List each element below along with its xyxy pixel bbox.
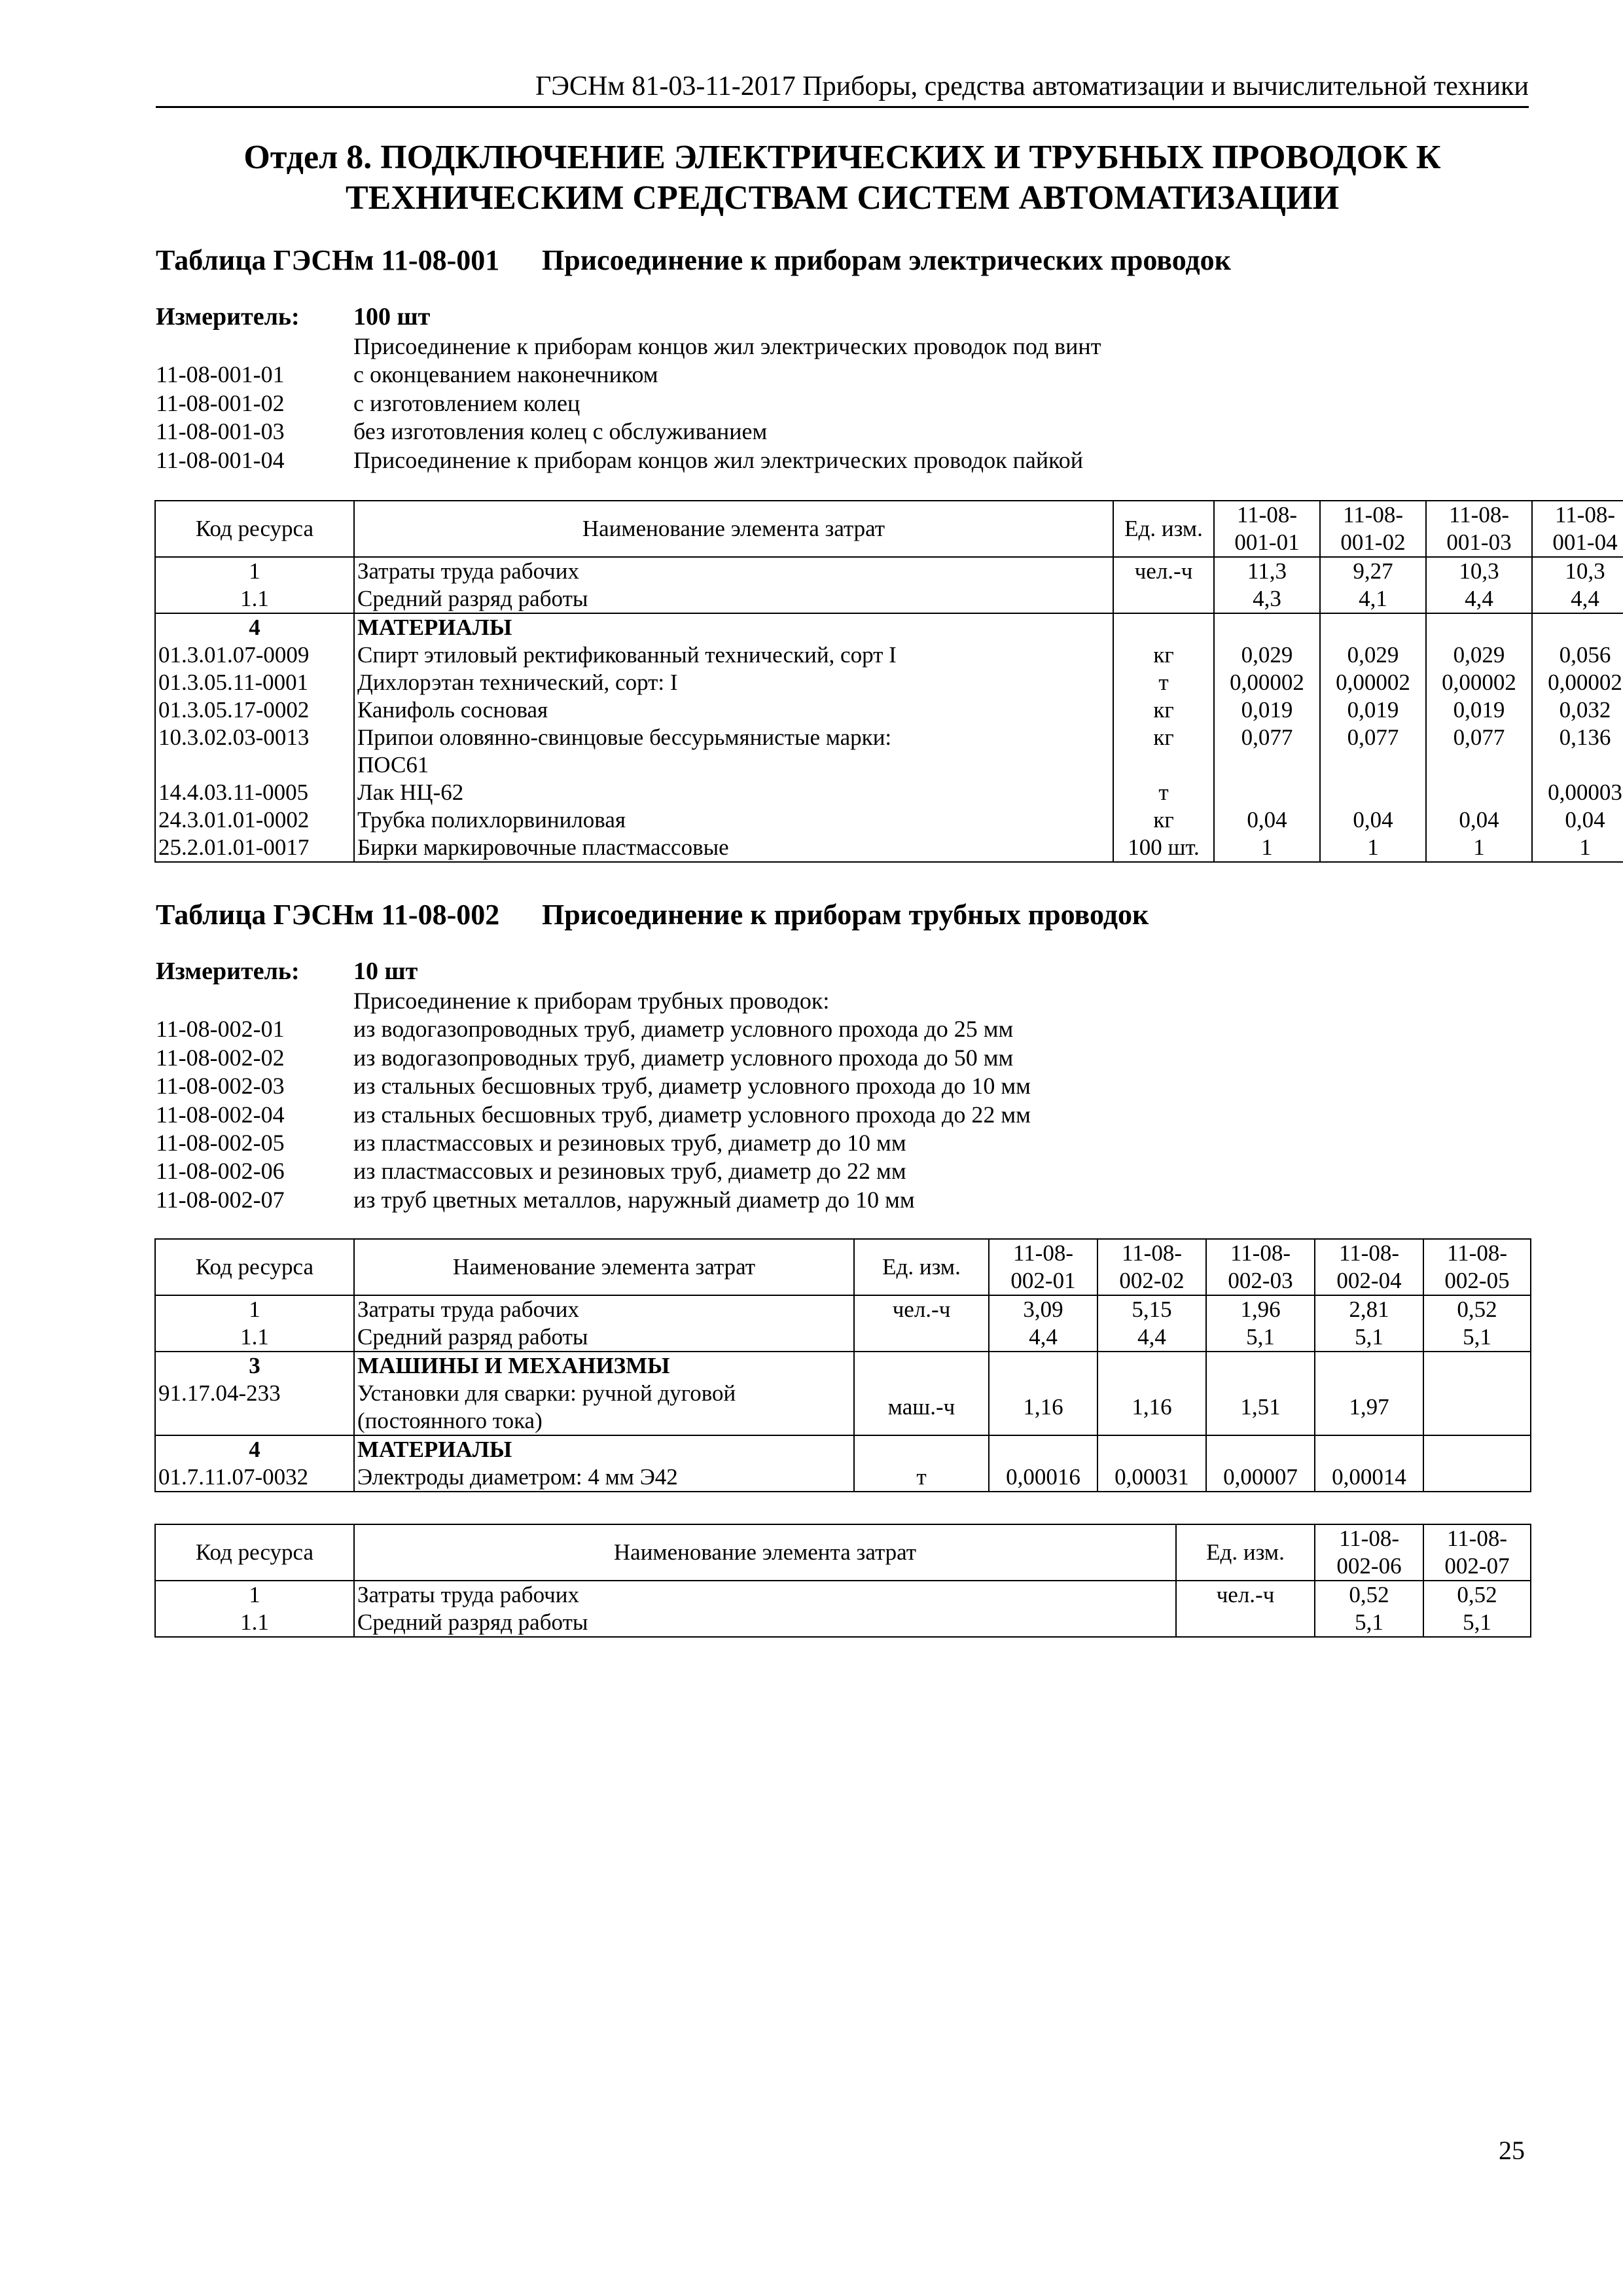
- norm-value: [1214, 779, 1320, 806]
- resource-name-line: Установки для сварки: ручной дуговой: [357, 1380, 736, 1406]
- resource-unit: т: [1113, 779, 1214, 806]
- header-norm-column: [1426, 501, 1532, 557]
- header-norm-column: [1315, 1524, 1423, 1581]
- header-norm-code-part: 001-03: [1446, 529, 1512, 555]
- norm-value: [1097, 1435, 1206, 1463]
- work-list-item: [156, 389, 1101, 418]
- norm-value: 0,00003: [1532, 779, 1623, 806]
- resource-name-line: Затраты труда рабочих: [357, 558, 579, 584]
- table-row: [155, 585, 1623, 613]
- header-code: Код ресурса: [155, 501, 354, 557]
- resource-code: 1.1: [155, 1609, 354, 1637]
- norm-value: 11,3: [1214, 557, 1320, 585]
- work-description: из стальных бесшовных труб, диаметр условного прохода до 22 мм: [353, 1101, 1031, 1128]
- norm-value: [1320, 779, 1426, 806]
- table1-meter-value: 100 шт: [353, 303, 431, 331]
- work-code: 11-08-002-05: [156, 1129, 285, 1156]
- resource-unit: кг: [1113, 806, 1214, 834]
- resource-name: [354, 1581, 1176, 1609]
- norm-value: 1,96: [1206, 1295, 1315, 1323]
- norm-value: 0,52: [1315, 1581, 1423, 1609]
- norm-value: 9,27: [1320, 557, 1426, 585]
- norm-value: 1: [1532, 834, 1623, 862]
- resource-name-line: Электроды диаметром: 4 мм Э42: [357, 1464, 678, 1490]
- resource-unit: [1113, 613, 1214, 641]
- header-norm-code-part: 11-08-: [1338, 1526, 1399, 1551]
- norm-value: [1206, 1352, 1315, 1380]
- header-code: Код ресурса: [155, 1524, 354, 1581]
- resource-unit: [1176, 1609, 1315, 1637]
- header-norm-column: [1423, 1239, 1531, 1295]
- resource-unit: чел.-ч: [1176, 1581, 1315, 1609]
- norm-value: 5,1: [1206, 1323, 1315, 1352]
- norm-value: 1,97: [1315, 1380, 1423, 1435]
- resource-unit: [1113, 585, 1214, 613]
- resource-code: 4: [155, 613, 354, 641]
- norm-value: 3,09: [989, 1295, 1097, 1323]
- header-norm-column: [1315, 1239, 1423, 1295]
- norm-value: [1320, 613, 1426, 641]
- norm-value: 4,1: [1320, 585, 1426, 613]
- norm-value: 5,1: [1423, 1323, 1531, 1352]
- resource-code: 10.3.02.03-0013: [155, 724, 354, 779]
- header-norm-code-part: 002-02: [1119, 1268, 1185, 1293]
- resource-name: [354, 613, 1113, 641]
- header-norm-code-part: 11-08-: [1338, 1240, 1399, 1266]
- resource-code: 1.1: [155, 585, 354, 613]
- resource-unit: т: [1113, 669, 1214, 696]
- norm-value: 0,077: [1320, 724, 1426, 779]
- norm-value: [1097, 1352, 1206, 1380]
- work-description: без изготовления колец с обслуживанием: [353, 418, 768, 445]
- resource-name-line: Бирки маркировочные пластмассовые: [357, 834, 729, 860]
- norm-value: [989, 1352, 1097, 1380]
- header-norm-code-part: 002-05: [1444, 1268, 1510, 1293]
- norm-value: [1426, 613, 1532, 641]
- norm-value: 0,00007: [1206, 1463, 1315, 1492]
- header-norm-code-part: 11-08-: [1236, 502, 1297, 528]
- table2-meter-label: Измеритель:: [156, 958, 300, 985]
- norm-value: 0,077: [1426, 724, 1532, 779]
- resource-name-line: Средний разряд работы: [357, 586, 588, 611]
- resource-unit: 100 шт.: [1113, 834, 1214, 862]
- resource-unit: [854, 1352, 989, 1380]
- resource-name: [354, 1435, 854, 1463]
- header-norm-code-part: 002-03: [1228, 1268, 1293, 1293]
- resource-name: [354, 724, 1113, 779]
- resource-code: 01.3.05.11-0001: [155, 669, 354, 696]
- norm-value: 0,077: [1214, 724, 1320, 779]
- work-list-item: [156, 332, 1101, 361]
- table-row: [155, 779, 1623, 806]
- resource-unit: кг: [1113, 724, 1214, 779]
- resource-name: [354, 1609, 1176, 1637]
- table2-name: Присоединение к приборам трубных проводок: [542, 899, 1149, 931]
- norm-value: 0,00002: [1532, 669, 1623, 696]
- header-norm-code-part: 002-06: [1336, 1553, 1402, 1579]
- header-norm-code-part: 001-01: [1234, 529, 1300, 555]
- work-description: с оконцеванием наконечником: [353, 361, 658, 388]
- work-code: 11-08-002-02: [156, 1044, 285, 1071]
- section-title: [156, 137, 1529, 219]
- resource-unit: маш.-ч: [854, 1380, 989, 1435]
- work-list-item: [156, 1129, 1031, 1157]
- norm-value: 0,029: [1214, 641, 1320, 669]
- norm-value: 5,15: [1097, 1295, 1206, 1323]
- norm-value: 0,019: [1320, 696, 1426, 724]
- resource-name-line: МАТЕРИАЛЫ: [357, 1437, 512, 1462]
- work-list-item: [156, 1072, 1031, 1100]
- header-code: Код ресурса: [155, 1239, 354, 1295]
- work-code: 11-08-001-03: [156, 418, 285, 445]
- header-norm-code-part: 001-04: [1552, 529, 1618, 555]
- norm-value: 0,029: [1426, 641, 1532, 669]
- header-norm-code-part: 002-04: [1336, 1268, 1402, 1293]
- norm-value: 0,52: [1423, 1295, 1531, 1323]
- header-norm-code-part: 11-08-: [1121, 1240, 1182, 1266]
- header-norm-column: [1214, 501, 1320, 557]
- header-name: Наименование элемента затрат: [354, 1239, 854, 1295]
- norm-value: [1206, 1435, 1315, 1463]
- work-code: 11-08-002-01: [156, 1016, 285, 1043]
- resource-name-line: Затраты труда рабочих: [357, 1582, 579, 1607]
- resource-name: [354, 557, 1113, 585]
- resource-name-line: Спирт этиловый ректификованный технический, сорт I: [357, 642, 897, 668]
- table-row: [155, 1352, 1531, 1380]
- table-row: [155, 613, 1623, 641]
- header-norm-code-part: 001-02: [1340, 529, 1406, 555]
- resource-unit: кг: [1113, 641, 1214, 669]
- resource-name: [354, 1295, 854, 1323]
- header-norm-code-part: 11-08-: [1446, 1240, 1507, 1266]
- work-list-item: [156, 1044, 1031, 1072]
- header-norm-code-part: 11-08-: [1230, 1240, 1291, 1266]
- norm-value: 2,81: [1315, 1295, 1423, 1323]
- norm-value: [1315, 1352, 1423, 1380]
- norm-value: 1,16: [1097, 1380, 1206, 1435]
- resource-name-line: Лак НЦ-62: [357, 780, 464, 805]
- norm-value: 0,00002: [1426, 669, 1532, 696]
- resource-name-line: Дихлорэтан технический, сорт: I: [357, 670, 678, 695]
- work-description: из стальных бесшовных труб, диаметр условного прохода до 10 мм: [353, 1073, 1031, 1100]
- table1-header-row: [155, 501, 1623, 557]
- norm-value: 0,00014: [1315, 1463, 1423, 1492]
- work-code: 11-08-001-04: [156, 446, 285, 473]
- norm-value: 10,3: [1426, 557, 1532, 585]
- norm-value: 5,1: [1315, 1323, 1423, 1352]
- norm-value: 0,00002: [1320, 669, 1426, 696]
- norm-value: 0,00031: [1097, 1463, 1206, 1492]
- norm-value: 0,52: [1423, 1581, 1531, 1609]
- norm-value: 1: [1320, 834, 1426, 862]
- norm-value: 0,136: [1532, 724, 1623, 779]
- header-unit: Ед. изм.: [854, 1239, 989, 1295]
- norm-value: 1,16: [989, 1380, 1097, 1435]
- resource-name-line: МАТЕРИАЛЫ: [357, 615, 512, 640]
- resource-unit: чел.-ч: [854, 1295, 989, 1323]
- table-row: [155, 806, 1623, 834]
- resource-code: 14.4.03.11-0005: [155, 779, 354, 806]
- table-row: [155, 1463, 1531, 1492]
- header-unit: Ед. изм.: [1176, 1524, 1315, 1581]
- resource-code: 25.2.01.01-0017: [155, 834, 354, 862]
- norm-value: [1423, 1380, 1531, 1435]
- norm-value: [989, 1435, 1097, 1463]
- work-code: [156, 332, 353, 361]
- norm-value: 5,1: [1315, 1609, 1423, 1637]
- work-description: из водогазопроводных труб, диаметр условного прохода до 25 мм: [353, 1016, 1014, 1043]
- work-description: Присоединение к приборам концов жил электрических проводок под винт: [353, 333, 1101, 359]
- header-norm-code-part: 11-08-: [1012, 1240, 1073, 1266]
- norm-value: 0,032: [1532, 696, 1623, 724]
- header-norm-column: [1320, 501, 1426, 557]
- work-list-item: [156, 1186, 1031, 1214]
- table-row: [155, 1295, 1531, 1323]
- table2-title: [156, 898, 1149, 931]
- table1-title: [156, 243, 1231, 277]
- work-code: 11-08-001-02: [156, 389, 285, 416]
- norm-value: 4,4: [1426, 585, 1532, 613]
- norm-value: [1214, 613, 1320, 641]
- resource-name: [354, 641, 1113, 669]
- header-norm-column: [989, 1239, 1097, 1295]
- page-number: 25: [1499, 2136, 1525, 2165]
- resource-name-line: (постоянного тока): [357, 1408, 543, 1433]
- table-row: [155, 1435, 1531, 1463]
- resource-code: 1.1: [155, 1323, 354, 1352]
- table2-resources-part-b: [154, 1524, 1531, 1638]
- norm-value: 0,04: [1214, 806, 1320, 834]
- work-list-item: [156, 987, 1031, 1015]
- norm-value: 0,04: [1426, 806, 1532, 834]
- resource-code: 01.3.01.07-0009: [155, 641, 354, 669]
- norm-value: 5,1: [1423, 1609, 1531, 1637]
- norm-value: [1426, 779, 1532, 806]
- norm-value: 0,04: [1320, 806, 1426, 834]
- header-norm-column: [1206, 1239, 1315, 1295]
- table1-name: Присоединение к приборам электрических проводок: [542, 244, 1232, 276]
- header-norm-code-part: 002-01: [1010, 1268, 1076, 1293]
- work-code: 11-08-002-03: [156, 1073, 285, 1100]
- running-header-title: ГЭСНм 81-03-11-2017 Приборы, средства автоматизации и вычислительной техники: [535, 71, 1529, 101]
- work-list-item: [156, 418, 1101, 446]
- table2b-header-row: [155, 1524, 1531, 1581]
- norm-value: 1,51: [1206, 1380, 1315, 1435]
- norm-value: 0,04: [1532, 806, 1623, 834]
- resource-name-line: Трубка полихлорвиниловая: [357, 807, 626, 833]
- resource-name: [354, 834, 1113, 862]
- work-description: Присоединение к приборам трубных проводок:: [353, 988, 830, 1014]
- norm-value: 10,3: [1532, 557, 1623, 585]
- resource-code: 01.3.05.17-0002: [155, 696, 354, 724]
- table-row: [155, 557, 1623, 585]
- resource-name: [354, 1323, 854, 1352]
- norm-value: [1532, 613, 1623, 641]
- section-title-line-1: Отдел 8. ПОДКЛЮЧЕНИЕ ЭЛЕКТРИЧЕСКИХ И ТРУБНЫХ ПРОВОДОК К: [243, 139, 1441, 176]
- norm-value: 1: [1426, 834, 1532, 862]
- resource-name-line: МАШИНЫ И МЕХАНИЗМЫ: [357, 1353, 670, 1378]
- norm-value: 4,3: [1214, 585, 1320, 613]
- table2-work-list: [156, 987, 1031, 1214]
- norm-value: 0,056: [1532, 641, 1623, 669]
- resource-name-line: Затраты труда рабочих: [357, 1297, 579, 1322]
- table-row: [155, 1323, 1531, 1352]
- header-norm-code-part: 002-07: [1444, 1553, 1510, 1579]
- work-code: 11-08-002-04: [156, 1101, 285, 1128]
- table-row: [155, 641, 1623, 669]
- table1-work-list: [156, 332, 1101, 475]
- resource-unit: т: [854, 1463, 989, 1492]
- table-row: [155, 669, 1623, 696]
- resource-name: [354, 585, 1113, 613]
- header-norm-column: [1097, 1239, 1206, 1295]
- resource-code: 1: [155, 1581, 354, 1609]
- resource-name-line: Канифоль сосновая: [357, 697, 548, 723]
- header-name: Наименование элемента затрат: [354, 1524, 1176, 1581]
- resource-code: 24.3.01.01-0002: [155, 806, 354, 834]
- table1-code: Таблица ГЭСНм 11-08-001: [156, 244, 500, 276]
- resource-unit: кг: [1113, 696, 1214, 724]
- norm-value: 1: [1214, 834, 1320, 862]
- resource-name: [354, 806, 1113, 834]
- work-description: с изготовлением колец: [353, 389, 580, 416]
- header-unit: Ед. изм.: [1113, 501, 1214, 557]
- table1-meter-label: Измеритель:: [156, 303, 300, 331]
- resource-name-line: Припои оловянно-свинцовые бессурьмянистые марки:: [357, 725, 892, 750]
- norm-value: 4,4: [1532, 585, 1623, 613]
- work-list-item: [156, 1101, 1031, 1129]
- work-description: Присоединение к приборам концов жил электрических проводок пайкой: [353, 446, 1084, 473]
- resource-code: 91.17.04-233: [155, 1380, 354, 1435]
- resource-name: [354, 779, 1113, 806]
- table-row: [155, 696, 1623, 724]
- work-description: из пластмассовых и резиновых труб, диаметр до 10 мм: [353, 1129, 906, 1156]
- header-norm-code-part: 11-08-: [1342, 502, 1403, 528]
- resource-name: [354, 696, 1113, 724]
- norm-value: [1423, 1463, 1531, 1492]
- norm-value: [1423, 1435, 1531, 1463]
- header-norm-code-part: 11-08-: [1554, 502, 1615, 528]
- resource-code: 1: [155, 557, 354, 585]
- resource-name-line: Средний разряд работы: [357, 1324, 588, 1350]
- table-row: [155, 1581, 1531, 1609]
- work-list-item: [156, 446, 1101, 475]
- norm-value: 4,4: [1097, 1323, 1206, 1352]
- resource-code: 1: [155, 1295, 354, 1323]
- header-norm-column: [1423, 1524, 1531, 1581]
- work-code: 11-08-002-07: [156, 1186, 285, 1213]
- header-norm-code-part: 11-08-: [1446, 1526, 1507, 1551]
- norm-value: [1423, 1352, 1531, 1380]
- resource-unit: [854, 1435, 989, 1463]
- norm-value: 0,029: [1320, 641, 1426, 669]
- resource-name: [354, 669, 1113, 696]
- resource-unit: [854, 1323, 989, 1352]
- resource-name: [354, 1463, 854, 1492]
- work-code: 11-08-002-06: [156, 1158, 285, 1185]
- norm-value: 4,4: [989, 1323, 1097, 1352]
- table1-resources: [154, 500, 1623, 863]
- norm-value: 0,019: [1426, 696, 1532, 724]
- table2-meter-value: 10 шт: [353, 958, 418, 985]
- norm-value: 0,00016: [989, 1463, 1097, 1492]
- work-description: из пластмассовых и резиновых труб, диаметр до 22 мм: [353, 1158, 906, 1185]
- norm-value: [1315, 1435, 1423, 1463]
- resource-name-line: ПОС61: [357, 752, 429, 778]
- resource-name: [354, 1352, 854, 1380]
- work-list-item: [156, 361, 1101, 389]
- header-norm-column: [1532, 501, 1623, 557]
- resource-unit: чел.-ч: [1113, 557, 1214, 585]
- table2a-header-row: [155, 1239, 1531, 1295]
- table-row: [155, 1380, 1531, 1435]
- table-row: [155, 1609, 1531, 1637]
- work-description: из водогазопроводных труб, диаметр условного прохода до 50 мм: [353, 1044, 1014, 1071]
- header-rule: [156, 106, 1529, 108]
- resource-name: [354, 1380, 854, 1435]
- work-code: [156, 987, 353, 1015]
- resource-name-line: Средний разряд работы: [357, 1609, 588, 1635]
- resource-code: 3: [155, 1352, 354, 1380]
- header-norm-code-part: 11-08-: [1448, 502, 1509, 528]
- header-name: Наименование элемента затрат: [354, 501, 1113, 557]
- norm-value: 0,00002: [1214, 669, 1320, 696]
- table2-resources-part-a: [154, 1238, 1531, 1492]
- work-list-item: [156, 1015, 1031, 1043]
- norm-value: 0,019: [1214, 696, 1320, 724]
- resource-code: 4: [155, 1435, 354, 1463]
- work-code: 11-08-001-01: [156, 361, 285, 388]
- resource-code: 01.7.11.07-0032: [155, 1463, 354, 1492]
- table-row: [155, 724, 1623, 779]
- table-row: [155, 834, 1623, 862]
- work-list-item: [156, 1157, 1031, 1185]
- table2-code: Таблица ГЭСНм 11-08-002: [156, 899, 500, 931]
- work-description: из труб цветных металлов, наружный диаметр до 10 мм: [353, 1186, 915, 1213]
- section-title-line-2: ТЕХНИЧЕСКИМ СРЕДСТВАМ СИСТЕМ АВТОМАТИЗАЦИИ: [345, 179, 1340, 217]
